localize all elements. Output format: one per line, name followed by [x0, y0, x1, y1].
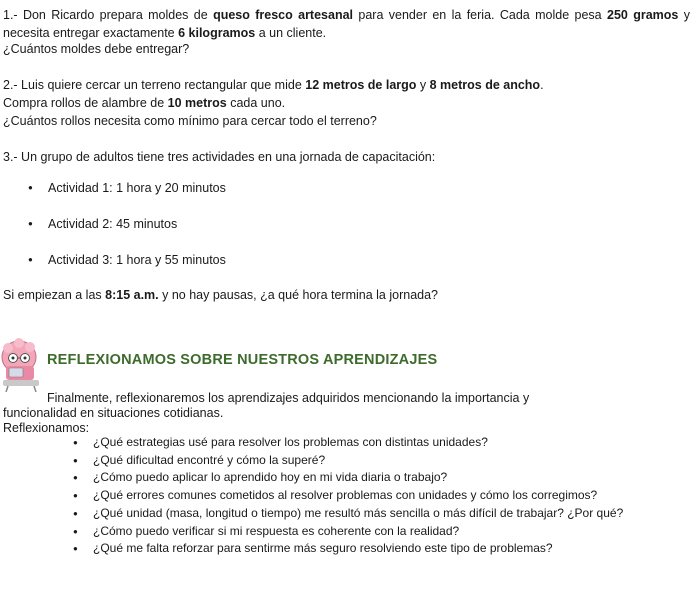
- reflection-question: ● ¿Cómo puedo aplicar lo aprendido hoy en mi vida diaria o trabajo?: [93, 469, 632, 487]
- problem-1-text: [3, 6, 690, 42]
- problem-1-end: a un cliente.: [255, 26, 327, 40]
- reflection-question: ● ¿Cómo puedo verificar si mi respuesta es coherente con la realidad?: [93, 523, 632, 541]
- problem-2-line2: [3, 94, 690, 112]
- problem-1-question: ¿Cuántos moldes debe entregar?: [3, 42, 190, 56]
- problem-3-question: [3, 286, 690, 304]
- problem-1-intro: 1.- Don Ricardo prepara moldes de: [3, 8, 214, 22]
- problem-1-mid: para vender en la feria. Cada molde pesa: [353, 8, 607, 22]
- reflection-questions-list: [93, 434, 632, 558]
- reflection-question: ● ¿Qué unidad (masa, longitud o tiempo) me resultó más sencilla o más difícil de trabajar? ¿Por qué?: [93, 505, 632, 523]
- problem-2-text: [3, 76, 690, 94]
- reflection-question: ● ¿Qué errores comunes cometidos al resolver problemas con unidades y cómo los corregimos?: [93, 487, 632, 505]
- problem-2-bold-roll: 10 metros: [167, 96, 227, 110]
- reflection-intro-line1: Finalmente, reflexionaremos los aprendizajes adquiridos mencionando la importancia y: [47, 391, 530, 405]
- problem-2-question: ¿Cuántos rollos necesita como mínimo para cercar todo el terreno?: [3, 114, 377, 128]
- problem-2-end: .: [540, 78, 544, 92]
- problem-3-q-end: y no hay pausas, ¿a qué hora termina la jornada?: [158, 288, 438, 302]
- problem-1-mid2: y necesita entregar exactamente: [3, 8, 690, 40]
- activity-item: ● Actividad 2: 45 minutos: [48, 215, 177, 233]
- problem-1-bold-product: queso fresco artesanal: [213, 8, 354, 22]
- problem-2-intro: 2.- Luis quiere cercar un terreno rectangular que mide: [3, 78, 306, 92]
- reflection-question: ● ¿Qué estrategias usé para resolver los problemas con distintas unidades?: [93, 434, 632, 452]
- reflection-label: Reflexionamos:: [3, 421, 90, 435]
- problem-2-line2-start: Compra rollos de alambre de: [3, 96, 168, 110]
- problem-1-bold-total: 6 kilogramos: [178, 26, 256, 40]
- reflection-intro-line2: funcionalidad en situaciones cotidianas.: [3, 406, 224, 420]
- problem-2-bold-length: 12 metros de largo: [305, 78, 417, 92]
- activity-item: ● Actividad 3: 1 hora y 55 minutos: [48, 251, 226, 269]
- thinking-character-illustration: [0, 336, 42, 392]
- reflection-title: REFLEXIONAMOS SOBRE NUESTROS APRENDIZAJES: [47, 352, 438, 368]
- problem-3-bold-time: 8:15 a.m.: [105, 288, 159, 302]
- problem-1-bold-weight: 250 gramos: [607, 8, 679, 22]
- problem-2-mid: y: [416, 78, 430, 92]
- reflection-question: ● ¿Qué me falta reforzar para sentirme más seguro resolviendo este tipo de problemas?: [93, 540, 632, 558]
- problem-2-bold-width: 8 metros de ancho: [429, 78, 541, 92]
- activity-item: ● Actividad 1: 1 hora y 20 minutos: [48, 179, 226, 197]
- problem-2-line2-end: cada uno.: [226, 96, 286, 110]
- reflection-question: ● ¿Qué dificultad encontré y cómo la superé?: [93, 452, 632, 470]
- problem-3-q-start: Si empiezan a las: [3, 288, 106, 302]
- problem-3-intro: 3.- Un grupo de adultos tiene tres actividades en una jornada de capacitación:: [3, 150, 436, 164]
